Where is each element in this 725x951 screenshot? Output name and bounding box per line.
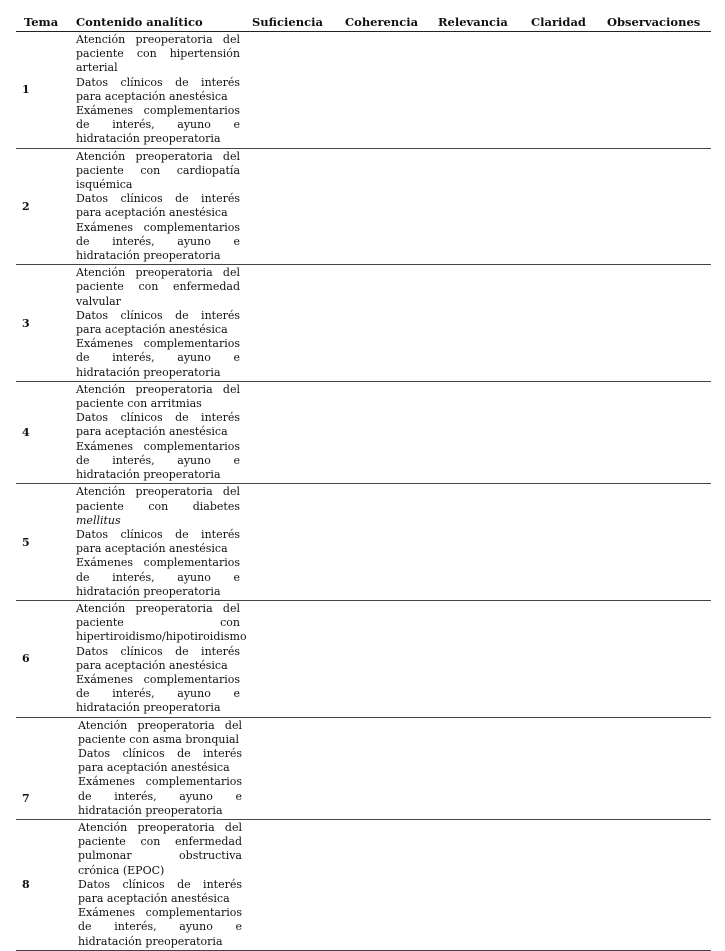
header-claridad: Claridad: [531, 12, 607, 32]
table-row: [16, 600, 711, 717]
topic-title: Atención preoperatoria del paciente con cardiopatía isquémica: [76, 149, 240, 192]
table-header-row: [16, 12, 711, 32]
header-coherencia: Coherencia: [345, 12, 438, 32]
table-row: [16, 32, 711, 149]
tema-number: 5: [16, 484, 76, 601]
table-row: [16, 381, 711, 483]
claridad-cell[interactable]: [531, 148, 607, 265]
tema-number: 4: [16, 381, 76, 483]
clinical-data-item: Datos clínicos de interés para aceptación anestésica: [76, 75, 240, 103]
header-contenido: Contenido analítico: [76, 12, 252, 32]
clinical-data-item: Datos clínicos de interés para aceptación anestésica: [76, 411, 240, 439]
relevancia-cell[interactable]: [438, 484, 531, 601]
exams-item: Exámenes complementarios de interés, ayuno e hidratación preoperatoria: [76, 556, 240, 598]
exams-item: Exámenes complementarios de interés, ayuno e hidratación preoperatoria: [76, 672, 240, 715]
table-row: [16, 819, 711, 950]
coherencia-cell[interactable]: [345, 148, 438, 265]
suficiencia-cell[interactable]: [252, 600, 345, 717]
tema-number: 8: [16, 819, 76, 950]
claridad-cell[interactable]: [531, 265, 607, 382]
topic-title: Atención preoperatoria del paciente con arritmias: [76, 382, 240, 411]
contenido-cell: [76, 32, 252, 149]
claridad-cell[interactable]: [531, 717, 607, 819]
topic-title-main: Atención preoperatoria del paciente con diabetes: [76, 485, 240, 513]
contenido-cell: [76, 600, 252, 717]
table-row: [16, 484, 711, 601]
contenido-cell: [76, 265, 252, 382]
claridad-cell[interactable]: [531, 32, 607, 149]
coherencia-cell[interactable]: [345, 381, 438, 483]
suficiencia-cell[interactable]: [252, 819, 345, 950]
relevancia-cell[interactable]: [438, 600, 531, 717]
suficiencia-cell[interactable]: [252, 717, 345, 819]
coherencia-cell[interactable]: [345, 484, 438, 601]
exams-item: Exámenes complementarios de interés, ayuno e hidratación preoperatoria: [78, 775, 242, 817]
exams-item: Exámenes complementarios de interés, ayuno e hidratación preoperatoria: [76, 104, 240, 146]
topic-title: Atención preoperatoria del paciente con enfermedad valvular: [76, 266, 240, 308]
exams-item: Exámenes complementarios de interés, ayuno e hidratación preoperatoria: [78, 906, 242, 948]
topic-title-italic: mellitus: [76, 513, 121, 527]
clinical-data-item: Datos clínicos de interés para aceptación anestésica: [76, 527, 240, 556]
claridad-cell[interactable]: [531, 484, 607, 601]
relevancia-cell[interactable]: [438, 717, 531, 819]
evaluation-table: [16, 12, 711, 951]
relevancia-cell[interactable]: [438, 819, 531, 950]
header-suficiencia: Suficiencia: [252, 12, 345, 32]
clinical-data-item: Datos clínicos de interés para aceptación anestésica: [76, 644, 240, 672]
topic-title: Atención preoperatoria del paciente con asma bronquial: [78, 718, 242, 746]
header-tema: Tema: [16, 12, 76, 32]
topic-title: Atención preoperatoria del paciente con enfermedad pulmonar obstructiva crónica (EPOC): [78, 820, 242, 877]
contenido-cell: [76, 717, 252, 819]
tema-number: 3: [16, 265, 76, 382]
observaciones-cell[interactable]: [607, 148, 711, 265]
relevancia-cell[interactable]: [438, 32, 531, 149]
relevancia-cell[interactable]: [438, 381, 531, 483]
table-row: [16, 265, 711, 382]
coherencia-cell[interactable]: [345, 717, 438, 819]
contenido-cell: [76, 819, 252, 950]
suficiencia-cell[interactable]: [252, 148, 345, 265]
header-observaciones: Observaciones: [607, 12, 711, 32]
coherencia-cell[interactable]: [345, 600, 438, 717]
clinical-data-item: Datos clínicos de interés para aceptación anestésica: [78, 877, 242, 905]
observaciones-cell[interactable]: [607, 265, 711, 382]
suficiencia-cell[interactable]: [252, 32, 345, 149]
header-relevancia: Relevancia: [438, 12, 531, 32]
coherencia-cell[interactable]: [345, 265, 438, 382]
suficiencia-cell[interactable]: [252, 265, 345, 382]
exams-item: Exámenes complementarios de interés, ayuno e hidratación preoperatoria: [76, 337, 240, 379]
observaciones-cell[interactable]: [607, 381, 711, 483]
exams-item: Exámenes complementarios de interés, ayuno e hidratación preoperatoria: [76, 439, 240, 482]
coherencia-cell[interactable]: [345, 32, 438, 149]
claridad-cell[interactable]: [531, 819, 607, 950]
table-row: [16, 148, 711, 265]
tema-number: 7: [16, 717, 76, 819]
clinical-data-item: Datos clínicos de interés para aceptación anestésica: [78, 746, 242, 775]
tema-number: 6: [16, 600, 76, 717]
tema-number: 2: [16, 148, 76, 265]
observaciones-cell[interactable]: [607, 819, 711, 950]
coherencia-cell[interactable]: [345, 819, 438, 950]
evaluation-document: [16, 12, 711, 951]
observaciones-cell[interactable]: [607, 717, 711, 819]
observaciones-cell[interactable]: [607, 484, 711, 601]
contenido-cell: [76, 148, 252, 265]
tema-number: 1: [16, 32, 76, 149]
relevancia-cell[interactable]: [438, 148, 531, 265]
clinical-data-item: Datos clínicos de interés para aceptación anestésica: [76, 308, 240, 337]
relevancia-cell[interactable]: [438, 265, 531, 382]
suficiencia-cell[interactable]: [252, 381, 345, 483]
contenido-cell: [76, 381, 252, 483]
contenido-cell: [76, 484, 252, 601]
clinical-data-item: Datos clínicos de interés para aceptación anestésica: [76, 192, 240, 220]
exams-item: Exámenes complementarios de interés, ayuno e hidratación preoperatoria: [76, 220, 240, 263]
topic-title: Atención preoperatoria del paciente con hipertiroidismo/hipotiroidismo: [76, 601, 247, 644]
claridad-cell[interactable]: [531, 381, 607, 483]
topic-title: Atención preoperatoria del paciente con hipertensión arterial: [76, 33, 240, 75]
suficiencia-cell[interactable]: [252, 484, 345, 601]
topic-title: [76, 485, 240, 528]
observaciones-cell[interactable]: [607, 600, 711, 717]
table-row: [16, 717, 711, 819]
claridad-cell[interactable]: [531, 600, 607, 717]
observaciones-cell[interactable]: [607, 32, 711, 149]
